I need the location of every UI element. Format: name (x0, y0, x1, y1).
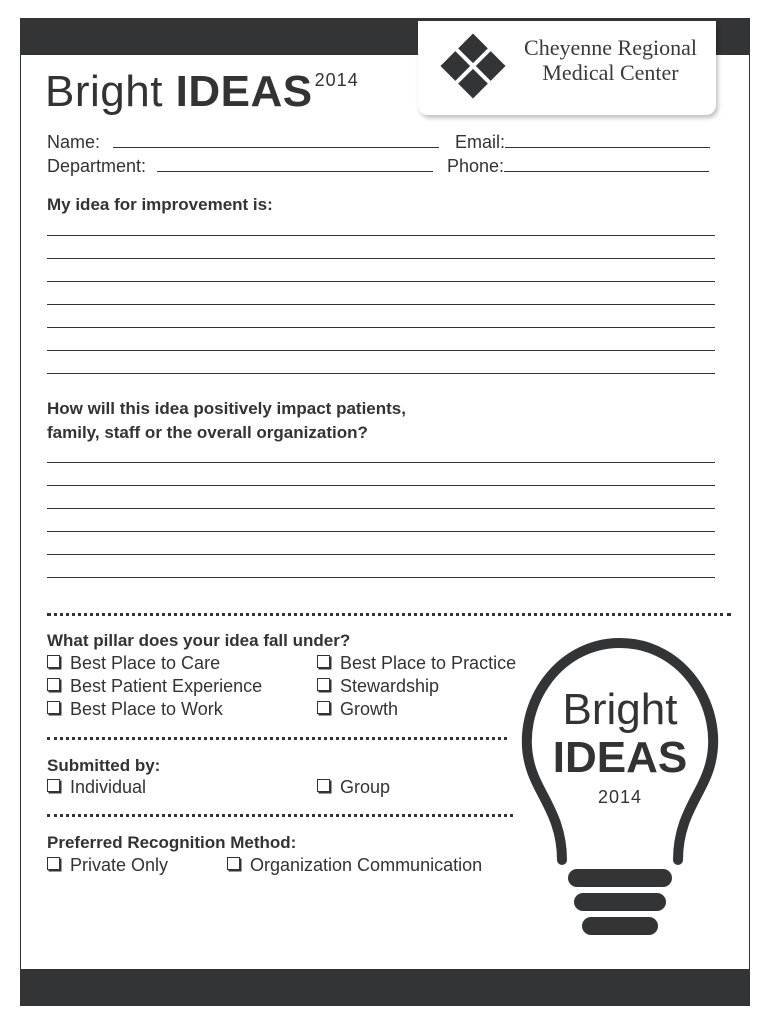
option-label: Individual (70, 777, 147, 797)
impact-line[interactable] (47, 508, 715, 509)
bottom-bar (21, 969, 749, 1005)
email-label: Email: (455, 132, 506, 152)
email-row (455, 131, 710, 153)
section-divider (47, 737, 507, 740)
idea-line[interactable] (47, 258, 715, 259)
impact-question-line-2: family, staff or the overall organization? (47, 423, 368, 442)
light-bulb-icon (510, 615, 730, 945)
checkbox[interactable] (317, 779, 330, 792)
checkbox[interactable] (47, 857, 60, 870)
pillar-question: What pillar does your idea fall under? (47, 631, 351, 650)
name-label: Name: (47, 132, 101, 152)
checkbox[interactable] (317, 701, 330, 714)
option-label: Best Place to Work (70, 699, 223, 719)
submitted-option[interactable] (47, 777, 146, 798)
idea-line[interactable] (47, 281, 715, 282)
logo-line-1: Cheyenne Regional (524, 35, 697, 60)
checkbox[interactable] (47, 678, 60, 691)
idea-line[interactable] (47, 235, 715, 236)
idea-line[interactable] (47, 327, 715, 328)
bulb-title-light: Bright (562, 685, 678, 734)
page-title (45, 67, 359, 117)
impact-line[interactable] (47, 485, 715, 486)
option-label: Stewardship (340, 676, 440, 696)
checkbox[interactable] (47, 655, 60, 668)
checkbox[interactable] (47, 701, 60, 714)
option-label: Growth (340, 699, 399, 719)
option-label: Private Only (70, 855, 169, 875)
idea-line[interactable] (47, 304, 715, 305)
checkbox[interactable] (227, 857, 240, 870)
department-row (47, 155, 433, 177)
name-field[interactable] (113, 131, 439, 148)
checkbox[interactable] (317, 655, 330, 668)
pillar-option[interactable] (317, 653, 516, 674)
logo-tab (418, 21, 716, 115)
option-label: Best Place to Care (70, 653, 221, 673)
impact-question-line-1: How will this idea positively impact patients, (47, 399, 406, 418)
option-label: Best Place to Practice (340, 653, 517, 673)
bulb-title-bold: IDEAS (552, 733, 688, 782)
option-label: Best Patient Experience (70, 676, 263, 696)
impact-line[interactable] (47, 531, 715, 532)
idea-line[interactable] (47, 373, 715, 374)
pillar-option[interactable] (47, 653, 220, 674)
title-bold: IDEAS (175, 67, 313, 116)
idea-line[interactable] (47, 350, 715, 351)
impact-line[interactable] (47, 577, 715, 578)
pillar-option[interactable] (317, 699, 398, 720)
logo-line-2: Medical Center (542, 60, 679, 85)
name-email-row (47, 131, 439, 153)
phone-field[interactable] (504, 155, 709, 172)
pillar-option[interactable] (317, 676, 439, 697)
title-light: Bright (45, 67, 176, 116)
logo-wordmark (518, 35, 703, 85)
phone-label: Phone: (447, 156, 505, 176)
email-field[interactable] (505, 131, 710, 148)
department-field[interactable] (157, 155, 433, 172)
idea-question: My idea for improvement is: (47, 195, 273, 214)
title-year: 2014 (314, 70, 359, 90)
option-label: Organization Communication (250, 855, 483, 875)
impact-line[interactable] (47, 554, 715, 555)
recognition-label: Preferred Recognition Method: (47, 833, 297, 852)
phone-row (447, 155, 709, 177)
recognition-option[interactable] (227, 855, 482, 876)
pillar-option[interactable] (47, 699, 223, 720)
pillar-option[interactable] (47, 676, 262, 697)
checkbox[interactable] (47, 779, 60, 792)
bulb-year: 2014 (597, 787, 643, 807)
diamond-cross-logo-icon (436, 29, 510, 103)
recognition-option[interactable] (47, 855, 168, 876)
submitted-option[interactable] (317, 777, 390, 798)
section-divider (47, 814, 513, 817)
submitted-label: Submitted by: (47, 756, 161, 775)
checkbox[interactable] (317, 678, 330, 691)
department-label: Department: (47, 156, 147, 176)
impact-line[interactable] (47, 462, 715, 463)
option-label: Group (340, 777, 391, 797)
